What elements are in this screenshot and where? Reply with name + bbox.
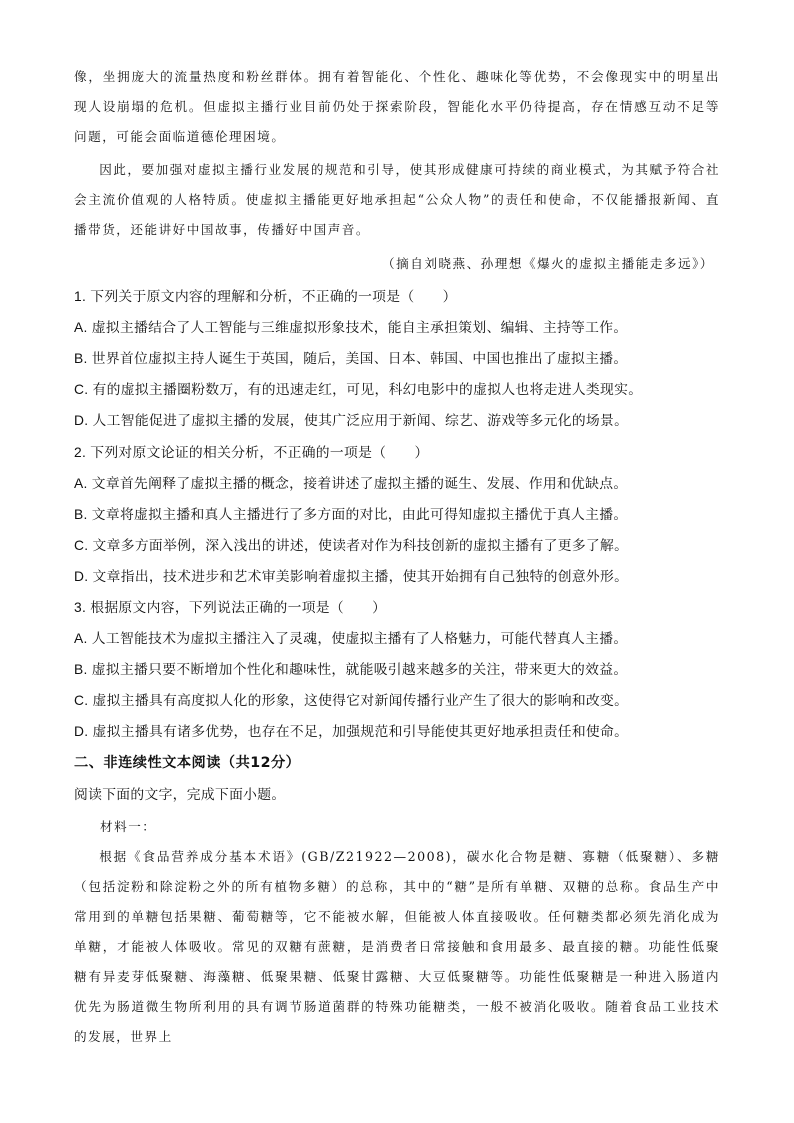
question-1-option-c[interactable]: C. 有的虚拟主播圈粉数万，有的迅速走红，可见，科幻电影中的虚拟人也将走进人类现实。 — [74, 382, 643, 397]
question-2-option-c[interactable]: C. 文章多方面举例，深入浅出的讲述，使读者对作为科技创新的虚拟主播有了更多了解。 — [74, 538, 629, 553]
question-2-option-a[interactable]: A. 文章首先阐释了虚拟主播的概念，接着讲述了虚拟主播的诞生、发展、作用和优缺点。 — [74, 476, 628, 491]
question-3-stem: 3. 根据原文内容，下列说法正确的一项是（ ） — [74, 600, 387, 615]
section-instruction: 阅读下面的文字，完成下面小题。 — [74, 787, 286, 802]
question-3-option-c[interactable]: C. 虚拟主播具有高度拟人化的形象，这使得它对新闻传播行业产生了很大的影响和改变。 — [74, 693, 629, 708]
question-2-option-b[interactable]: B. 文章将虚拟主播和真人主播进行了多方面的对比，由此可得知虚拟主播优于真人主播。 — [74, 507, 628, 522]
passage-source: （摘自刘晓燕、孙理想《爆火的虚拟主播能走多远》） — [382, 256, 714, 271]
material-1-text: 根据《食品营养成分基本术语》(GB/Z21922—2008)，碳水化合物是糖、寡糖（低聚糖）、多糖（包括淀粉和除淀粉之外的所有植物多糖）的总称，其中的“糖”是所有单糖、双糖的总称。食品生产中常用到的单糖包括果糖、葡萄糖等，它不能被水解，但能被人体直接吸收。任何糖类都必须先消化成为单糖，才能被人体吸收。常见的双糖有蔗糖，是消费者日常接触和食用最多、最直接的糖。功能性低聚糖有异麦芽低聚糖、海藻糖、低聚果糖、低聚甘露糖、大豆低聚糖等。功能性低聚糖是一种进入肠道内优先为肠道微生物所利用的具有调节肠道菌群的特殊功能糖类，一般不被消化吸收。随着食品工业技术的发展，世界上 — [74, 849, 720, 1044]
passage-paragraph-2: 因此，要加强对虚拟主播行业发展的规范和引导，使其形成健康可持续的商业模式，为其赋予符合社会主流价值观的人格特质。使虚拟主播能更好地承担起“公众人物”的责任和使命，不仅能播报新闻、直播带货，还能讲好中国故事，传播好中国声音。 — [74, 162, 720, 237]
question-1-option-a[interactable]: A. 虚拟主播结合了人工智能与三维虚拟形象技术，能自主承担策划、编辑、主持等工作。 — [74, 320, 628, 335]
question-2-option-d[interactable]: D. 文章指出，技术进步和艺术审美影响着虚拟主播，使其开始拥有自己独特的创意外形。 — [74, 569, 629, 584]
question-2-stem: 2. 下列对原文论证的相关分析，不正确的一项是（ ） — [74, 445, 429, 460]
passage-paragraph-1: 像，坐拥庞大的流量热度和粉丝群体。拥有着智能化、个性化、趣味化等优势，不会像现实中的明星出现人设崩塌的危机。但虚拟主播行业目前仍处于探索阶段，智能化水平仍待提高，存在情感互动不足等问题，可能会面临道德伦理困境。 — [74, 69, 720, 144]
section-heading: 二、非连续性文本阅读（共12分） — [74, 755, 301, 771]
question-3-option-b[interactable]: B. 虚拟主播只要不断增加个性化和趣味性，就能吸引越来越多的关注，带来更大的效益。 — [74, 662, 628, 677]
question-1-option-d[interactable]: D. 人工智能促进了虚拟主播的发展，使其广泛应用于新闻、综艺、游戏等多元化的场景。 — [74, 413, 629, 428]
material-label: 材料一： — [100, 819, 157, 834]
question-1-stem: 1. 下列关于原文内容的理解和分析，不正确的一项是（ ） — [74, 289, 457, 304]
question-3-option-d[interactable]: D. 虚拟主播具有诸多优势，也存在不足，加强规范和引导能使其更好地承担责任和使命。 — [74, 724, 629, 739]
question-3-option-a[interactable]: A. 人工智能技术为虚拟主播注入了灵魂，使虚拟主播有了人格魅力，可能代替真人主播。 — [74, 631, 628, 646]
question-1-option-b[interactable]: B. 世界首位虚拟主持人诞生于英国，随后，美国、日本、韩国、中国也推出了虚拟主播。 — [74, 351, 628, 366]
